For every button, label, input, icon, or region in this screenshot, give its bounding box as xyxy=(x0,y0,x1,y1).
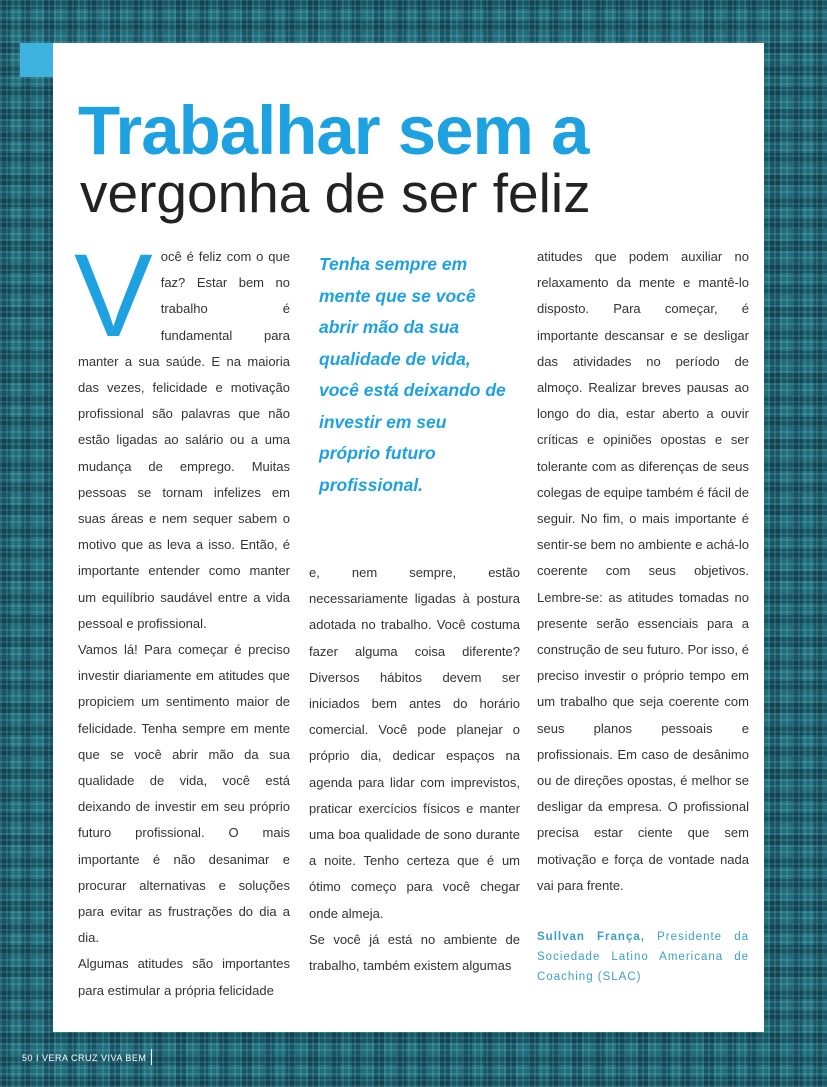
column-3 xyxy=(537,244,749,899)
paragraph: Se você já está no ambiente de trabalho, também existem algumas xyxy=(309,931,520,974)
paragraph: Vamos lá! Para começar é preciso investir diariamente em atitudes que propiciem um sentimento maior de felicidade. Tenha sempre em mente que se você abrir mão da sua qualidade de vida, você está deixando de investir em seu próprio futuro profissional. O mais importante é não desanimar e procurar alternativas e soluções para evitar as frustrações do dia a dia. xyxy=(78,642,290,946)
paragraph xyxy=(74,230,290,637)
paragraph: atitudes que podem auxiliar no relaxamento da mente e mantê-lo disposto. Para começar, é importante descansar e se desligar das atividades no período de almoço. Realizar breves pausas ao longo do dia, estar aberto a ouvir críticas e opiniões opostas e ser tolerante com as diferenças de seus colegas de equipe também é fácil de seguir. No fim, o mais importante é sentir-se bem no ambiente e achá-lo coerente com seus objetivos. Lembre-se: as atitudes tomadas no presente serão essenciais para a construção de seu futuro. Por isso, é preciso investir o próprio tempo em um trabalho que seja coerente com seus planos pessoais e profissionais. Em caso de desânimo ou de direções opostas, é melhor se desligar da empresa. O profissional precisa estar ciente que sem motivação e força de vontade nada vai para frente. xyxy=(537,249,749,893)
article-title-line1: Trabalhar sem a xyxy=(78,92,589,169)
author-signature xyxy=(537,927,749,987)
paragraph: Algumas atitudes são importantes para estimular a própria felicidade xyxy=(78,956,290,998)
page-footer: 50 I VERA CRUZ VIVA BEM xyxy=(22,1053,147,1063)
pull-quote: Tenha sempre em mente que se você abrir mão da sua qualidade de vida, você está deixando de investir em seu próprio futuro profissional. xyxy=(319,254,506,495)
author-name: Sullvan França, xyxy=(537,931,645,943)
author-role: Presidente da Sociedade Latino Americana de Coaching (SLAC) xyxy=(537,931,749,983)
column-1 xyxy=(74,230,290,1004)
article-title-line2: vergonha de ser feliz xyxy=(80,162,591,224)
section-marker xyxy=(20,43,53,77)
paragraph-text: ocê é feliz com o que faz? Estar bem no trabalho é fundamental para manter a sua saúde. E na maioria das vezes, felicidade e motivação profissional são palavras que não estão ligadas ao salário ou a uma mudança de emprego. Muitas pessoas se tornam infelizes em suas áreas e nem sequer sabem o motivo que as leva a isso. Então, é importante entender como manter um equilíbrio saudável entre a vida pessoal e profissional. xyxy=(78,249,290,631)
drop-cap: V xyxy=(74,230,153,362)
footer-divider xyxy=(151,1049,152,1065)
paragraph: e, nem sempre, estão necessariamente ligadas à postura adotada no trabalho. Você costuma fazer alguma coisa diferente? Diversos hábitos devem ser iniciados bem antes do horário comercial. Você pode planejar o próprio dia, dedicar espaços na agenda para lidar com imprevistos, praticar exercícios físicos e manter uma boa qualidade de sono durante a noite. Tenho certeza que é um ótimo começo para você chegar onde almeja. xyxy=(309,565,520,921)
column-2 xyxy=(309,560,520,979)
